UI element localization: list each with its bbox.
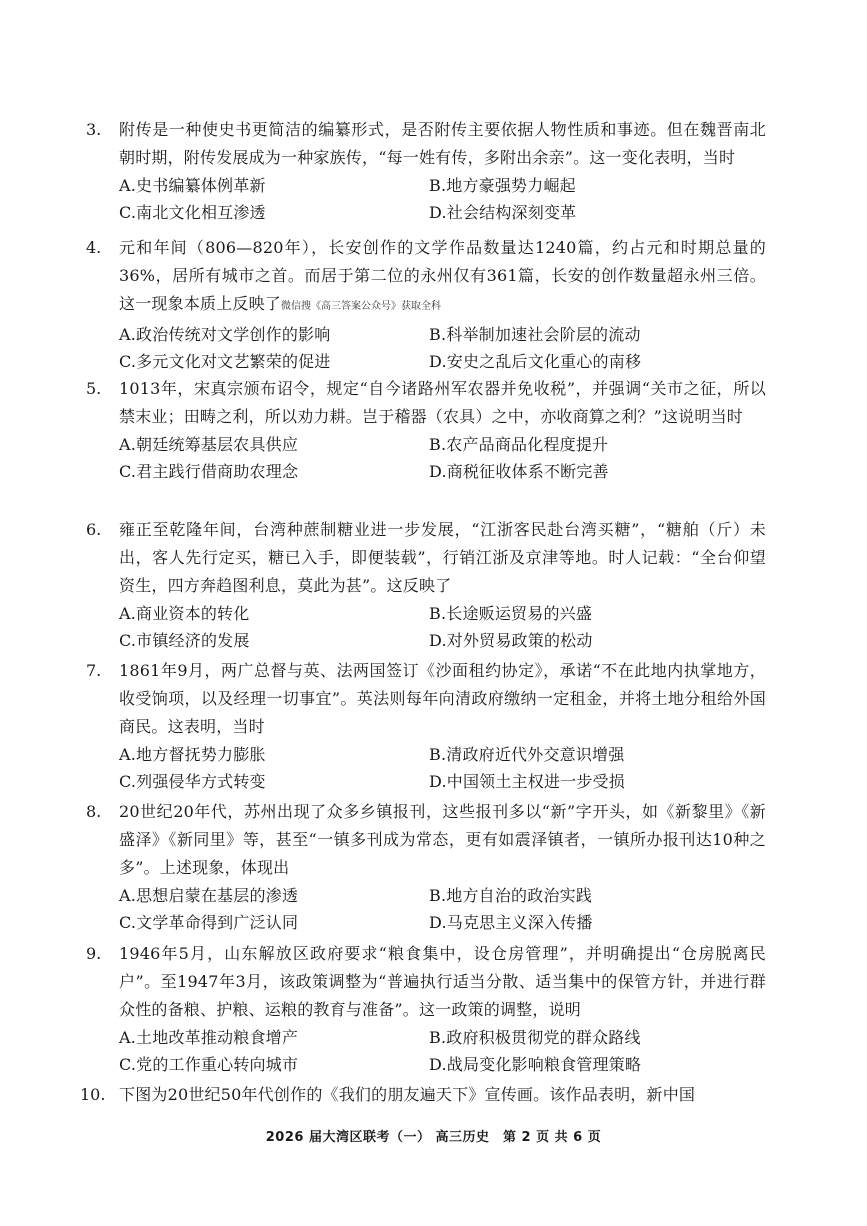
option-b: B.政府积极贯彻党的群众路线	[429, 1028, 641, 1047]
option-a: A.史书编纂体例革新	[119, 176, 266, 195]
option-c: C.列强侵华方式转变	[119, 772, 266, 791]
question-stem-text: 元和年间（806—820年），长安创作的文学作品数量达1240篇，约占元和时期总量的36%，居所有城市之首。而居于第二位的永州仅有361篇，长安的创作数量超永州三倍。这一现象本质上反映了	[119, 238, 766, 313]
question-number: 10.	[80, 1085, 106, 1104]
option-d: D.商税征收体系不断完善	[429, 462, 609, 481]
option-d: D.对外贸易政策的松动	[429, 631, 593, 650]
option-b: B.农产品商品化程度提升	[429, 435, 609, 454]
question-number: 5.	[86, 379, 102, 398]
option-c: C.市镇经济的发展	[119, 631, 250, 650]
question-3	[86, 116, 766, 226]
question-4	[86, 234, 766, 375]
page-footer: 2026 届大湾区联考（一） 高三历史 第 2 页 共 6 页	[265, 1130, 602, 1145]
option-c: C.党的工作重心转向城市	[119, 1055, 299, 1074]
question-number: 7.	[86, 661, 102, 680]
watermark-note: 微信搜《高三答案公众号》获取全科	[281, 301, 442, 312]
option-c: C.文学革命得到广泛认同	[119, 913, 299, 932]
option-b: B.地方自治的政治实践	[429, 886, 593, 905]
options-grid	[119, 172, 766, 226]
question-stem: 1013年，宋真宗颁布诏令，规定“自今诸路州军农器并免收税”，并强调“关市之征，所以禁末业；田畴之利，所以劝力耕。岂于稽器（农具）之中，亦收商算之利？”这说明当时	[119, 379, 766, 426]
question-stem: 20世纪20年代，苏州出现了众多乡镇报刊，这些报刊多以“新”字开头，如《新黎里》《新盛泽》《新同里》等，甚至“一镇多刊成为常态，更有如震泽镇者，一镇所办报刊达10种之多”。上述现象，体现出	[119, 802, 766, 877]
options-grid	[119, 882, 766, 936]
question-stem: 下图为20世纪50年代创作的《我们的朋友遍天下》宣传画。该作品表明，新中国	[119, 1085, 696, 1104]
question-number: 4.	[86, 238, 102, 257]
option-a: A.商业资本的转化	[119, 604, 250, 623]
option-b: B.地方豪强势力崛起	[429, 176, 576, 195]
question-7	[86, 657, 766, 795]
question-stem: 雍正至乾隆年间，台湾种蔗制糖业进一步发展，“江浙客民赴台湾买糖”，“糖舶（斤）未出，客人先行定买，糖已入手，即便装载”，行销江浙及京津等地。时人记载：“全台仰望资生，四方奔趋图利息，莫此为甚”。这反映了	[119, 520, 766, 595]
option-a: A.地方督抚势力膨胀	[119, 745, 266, 764]
options-grid	[119, 1024, 766, 1078]
question-8	[86, 798, 766, 936]
option-c: C.君主践行借商助农理念	[119, 462, 299, 481]
option-c: C.南北文化相互渗透	[119, 203, 266, 222]
option-d: D.战局变化影响粮食管理策略	[429, 1055, 642, 1074]
option-b: B.清政府近代外交意识增强	[429, 745, 625, 764]
question-stem	[119, 234, 766, 321]
option-c: C.多元文化对文艺繁荣的促进	[119, 352, 331, 371]
option-d: D.安史之乱后文化重心的南移	[429, 352, 642, 371]
options-grid	[119, 431, 766, 485]
question-5	[86, 375, 766, 485]
question-6	[86, 516, 766, 654]
question-stem: 附传是一种使史书更简洁的编纂形式，是否附传主要依据人物性质和事迹。但在魏晋南北朝时期，附传发展成为一种家族传，“每一姓有传，多附出余亲”。这一变化表明，当时	[119, 120, 766, 167]
option-a: A.思想启蒙在基层的渗透	[119, 886, 299, 905]
option-d: D.中国领土主权进一步受损	[429, 772, 625, 791]
options-grid	[119, 741, 766, 795]
option-d: D.社会结构深刻变革	[429, 203, 577, 222]
option-b: B.科举制加速社会阶层的流动	[429, 325, 641, 344]
question-9	[86, 940, 766, 1078]
question-10	[80, 1081, 766, 1109]
question-number: 3.	[86, 120, 102, 139]
option-b: B.长途贩运贸易的兴盛	[429, 604, 593, 623]
option-d: D.马克思主义深入传播	[429, 913, 593, 932]
options-grid	[119, 321, 766, 375]
options-grid	[119, 600, 766, 654]
option-a: A.朝廷统筹基层农具供应	[119, 435, 299, 454]
question-number: 6.	[86, 520, 102, 539]
question-stem: 1946年5月，山东解放区政府要求“粮食集中，设仓房管理”，并明确提出“仓房脱离民户”。至1947年3月，该政策调整为“普遍执行适当分散、适当集中的保管方针，并进行群众性的备粮、护粮、运粮的教育与准备”。这一政策的调整，说明	[119, 944, 766, 1019]
question-number: 9.	[86, 944, 102, 963]
question-number: 8.	[86, 802, 102, 821]
option-a: A.政治传统对文学创作的影响	[119, 325, 331, 344]
question-stem: 1861年9月，两广总督与英、法两国签订《沙面租约协定》，承诺“不在此地内执掌地方，收受饷项，以及经理一切事宜”。英法则每年向清政府缴纳一定租金，并将土地分租给外国商民。这表明，当时	[119, 661, 766, 736]
option-a: A.土地改革推动粮食增产	[119, 1028, 299, 1047]
